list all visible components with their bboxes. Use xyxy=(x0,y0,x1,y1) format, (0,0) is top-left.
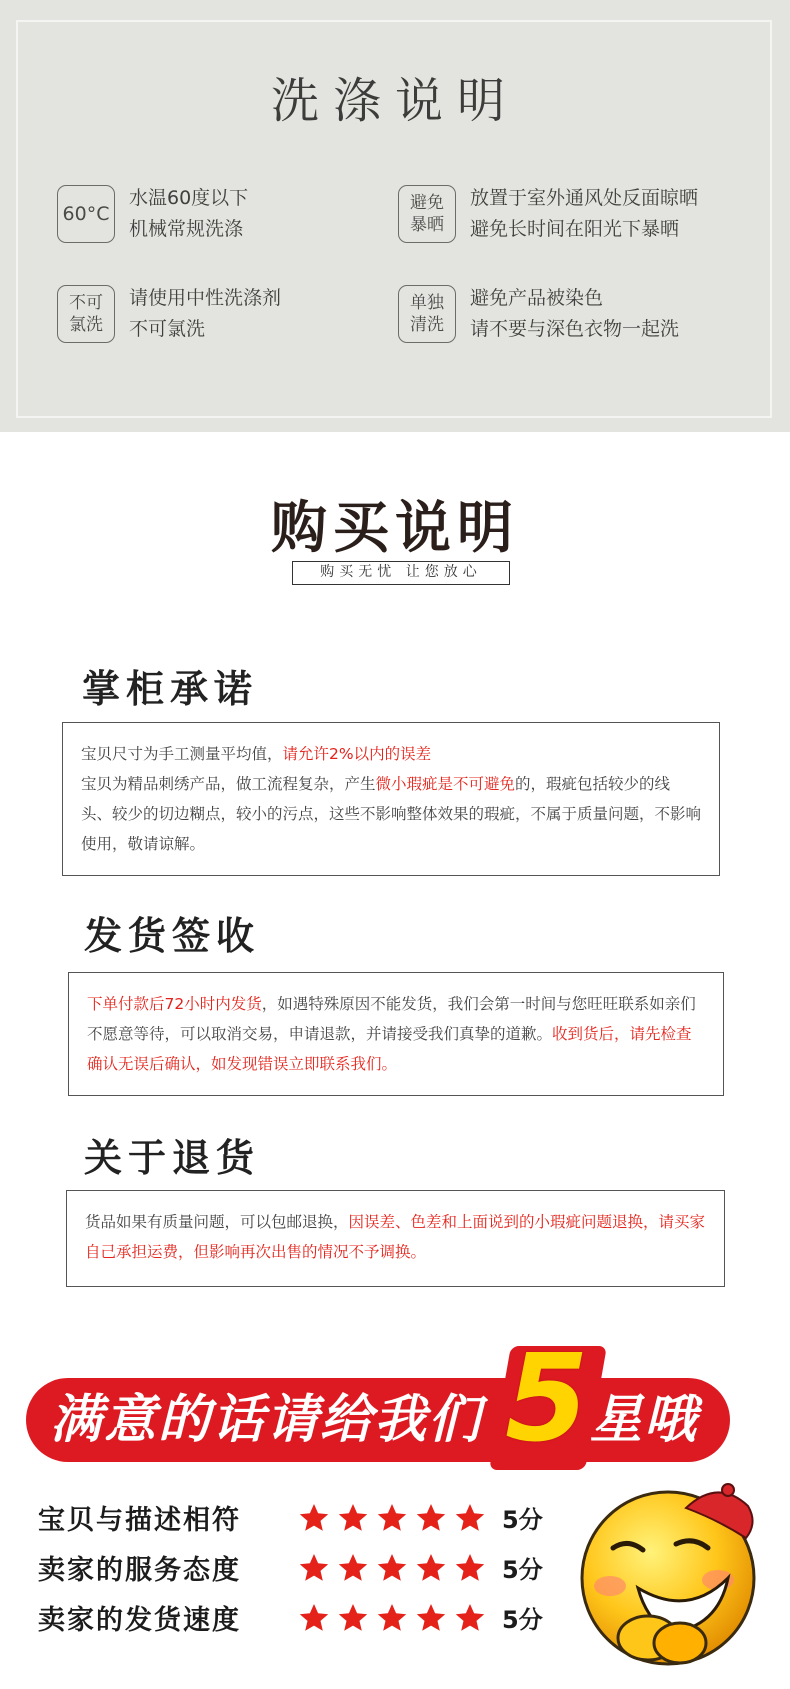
star-icon xyxy=(337,1602,369,1634)
temperature-icon: 60°C xyxy=(57,185,115,243)
wash-instruction-temperature xyxy=(57,183,248,245)
wash-text-line: 避免长时间在阳光下暴晒 xyxy=(470,218,680,240)
rating-row-service xyxy=(38,1548,543,1587)
wash-text-line: 避免产品被染色 xyxy=(470,287,604,309)
wash-instruction-no-bleach xyxy=(57,283,281,345)
avoid-sun-icon: 避免 暴晒 xyxy=(398,185,456,243)
wash-text-line: 请不要与深色衣物一起洗 xyxy=(470,318,680,340)
washing-title: 洗涤说明 xyxy=(270,73,519,129)
returns-title: 关于退货 xyxy=(84,1135,261,1180)
rating-row-delivery xyxy=(38,1598,543,1637)
banner-text: 满意的话请给我们 xyxy=(50,1390,483,1450)
wash-text-line: 放置于室外通风处反面晾晒 xyxy=(470,187,699,209)
wash-text-line: 机械常规洗涤 xyxy=(129,218,244,240)
rating-label: 卖家的发货速度 xyxy=(38,1605,241,1636)
star-icon xyxy=(454,1552,486,1584)
rating-score: 5分 xyxy=(502,1506,543,1534)
banner-tail-text: 星哦 xyxy=(590,1390,699,1450)
returns-text: 货品如果有质量问题，可以包邮退换， xyxy=(85,1213,349,1231)
wash-text-line: 水温60度以下 xyxy=(129,187,249,209)
banner-number: 5 xyxy=(505,1330,589,1469)
star-icon xyxy=(298,1602,330,1634)
shipping-title: 发货签收 xyxy=(84,913,261,958)
rating-stars xyxy=(298,1502,486,1534)
shipping-highlight: 下单付款后72小时内发货 xyxy=(87,995,262,1013)
rating-row-description xyxy=(38,1498,543,1537)
star-icon xyxy=(415,1602,447,1634)
returns-box xyxy=(66,1190,725,1287)
star-icon xyxy=(454,1602,486,1634)
washing-section xyxy=(0,0,790,432)
rating-label: 宝贝与描述相符 xyxy=(38,1505,241,1536)
wash-instruction-avoid-sun xyxy=(398,183,698,245)
purchase-subtitle: 购买无忧 让您放心 xyxy=(292,561,510,585)
star-icon xyxy=(376,1502,408,1534)
rating-stars xyxy=(298,1552,486,1584)
star-icon xyxy=(376,1552,408,1584)
rating-score: 5分 xyxy=(502,1556,543,1584)
shipping-box xyxy=(68,972,724,1096)
star-icon xyxy=(298,1502,330,1534)
rating-score: 5分 xyxy=(502,1606,543,1634)
promise-text: 宝贝为精品刺绣产品，做工流程复杂，产生 xyxy=(81,775,376,793)
promise-highlight: 微小瑕疵是不可避免 xyxy=(375,775,516,793)
star-icon xyxy=(337,1552,369,1584)
star-icon xyxy=(376,1602,408,1634)
promise-title: 掌柜承诺 xyxy=(82,666,259,711)
star-icon xyxy=(337,1502,369,1534)
star-icon xyxy=(454,1502,486,1534)
wash-text-line: 请使用中性洗涤剂 xyxy=(129,287,282,309)
promise-text: 宝贝尺寸为手工测量平均值， xyxy=(81,745,283,763)
rating-label: 卖家的服务态度 xyxy=(38,1555,241,1586)
star-icon xyxy=(415,1552,447,1584)
rating-stars xyxy=(298,1602,486,1634)
wash-text-line: 不可氯洗 xyxy=(129,318,206,340)
promise-text: 的，瑕疵包括较少的线头、较少的切边糊点，较小的污点，这些不影响整体效果的瑕疵，不属于质量问题，不影响使用，敬请谅解。 xyxy=(81,775,702,853)
star-icon xyxy=(415,1502,447,1534)
no-bleach-icon: 不可 氯洗 xyxy=(57,285,115,343)
promise-highlight: 请允许2%以内的误差 xyxy=(282,745,432,763)
promise-box xyxy=(62,722,720,876)
purchase-title: 购买说明 xyxy=(271,495,519,561)
smiley-mascot-icon xyxy=(568,1468,778,1678)
wash-instruction-separate xyxy=(398,283,679,345)
returns-highlight: 因误差、色差和上面说到的小瑕疵问题退换，请买家自己承担运费，但影响再次出售的情况不予调换。 xyxy=(85,1213,706,1261)
shipping-text: ，如遇特殊原因不能发货，我们会第一时间与您旺旺联系如亲们不愿意等待，可以取消交易，申请退款，并请接受我们真挚的道歉。 xyxy=(87,995,696,1043)
star-icon xyxy=(298,1552,330,1584)
wash-separately-icon: 单独 清洗 xyxy=(398,285,456,343)
shipping-highlight: 收到货后，请先检查确认无误后确认，如发现错误立即联系我们。 xyxy=(87,1025,692,1073)
